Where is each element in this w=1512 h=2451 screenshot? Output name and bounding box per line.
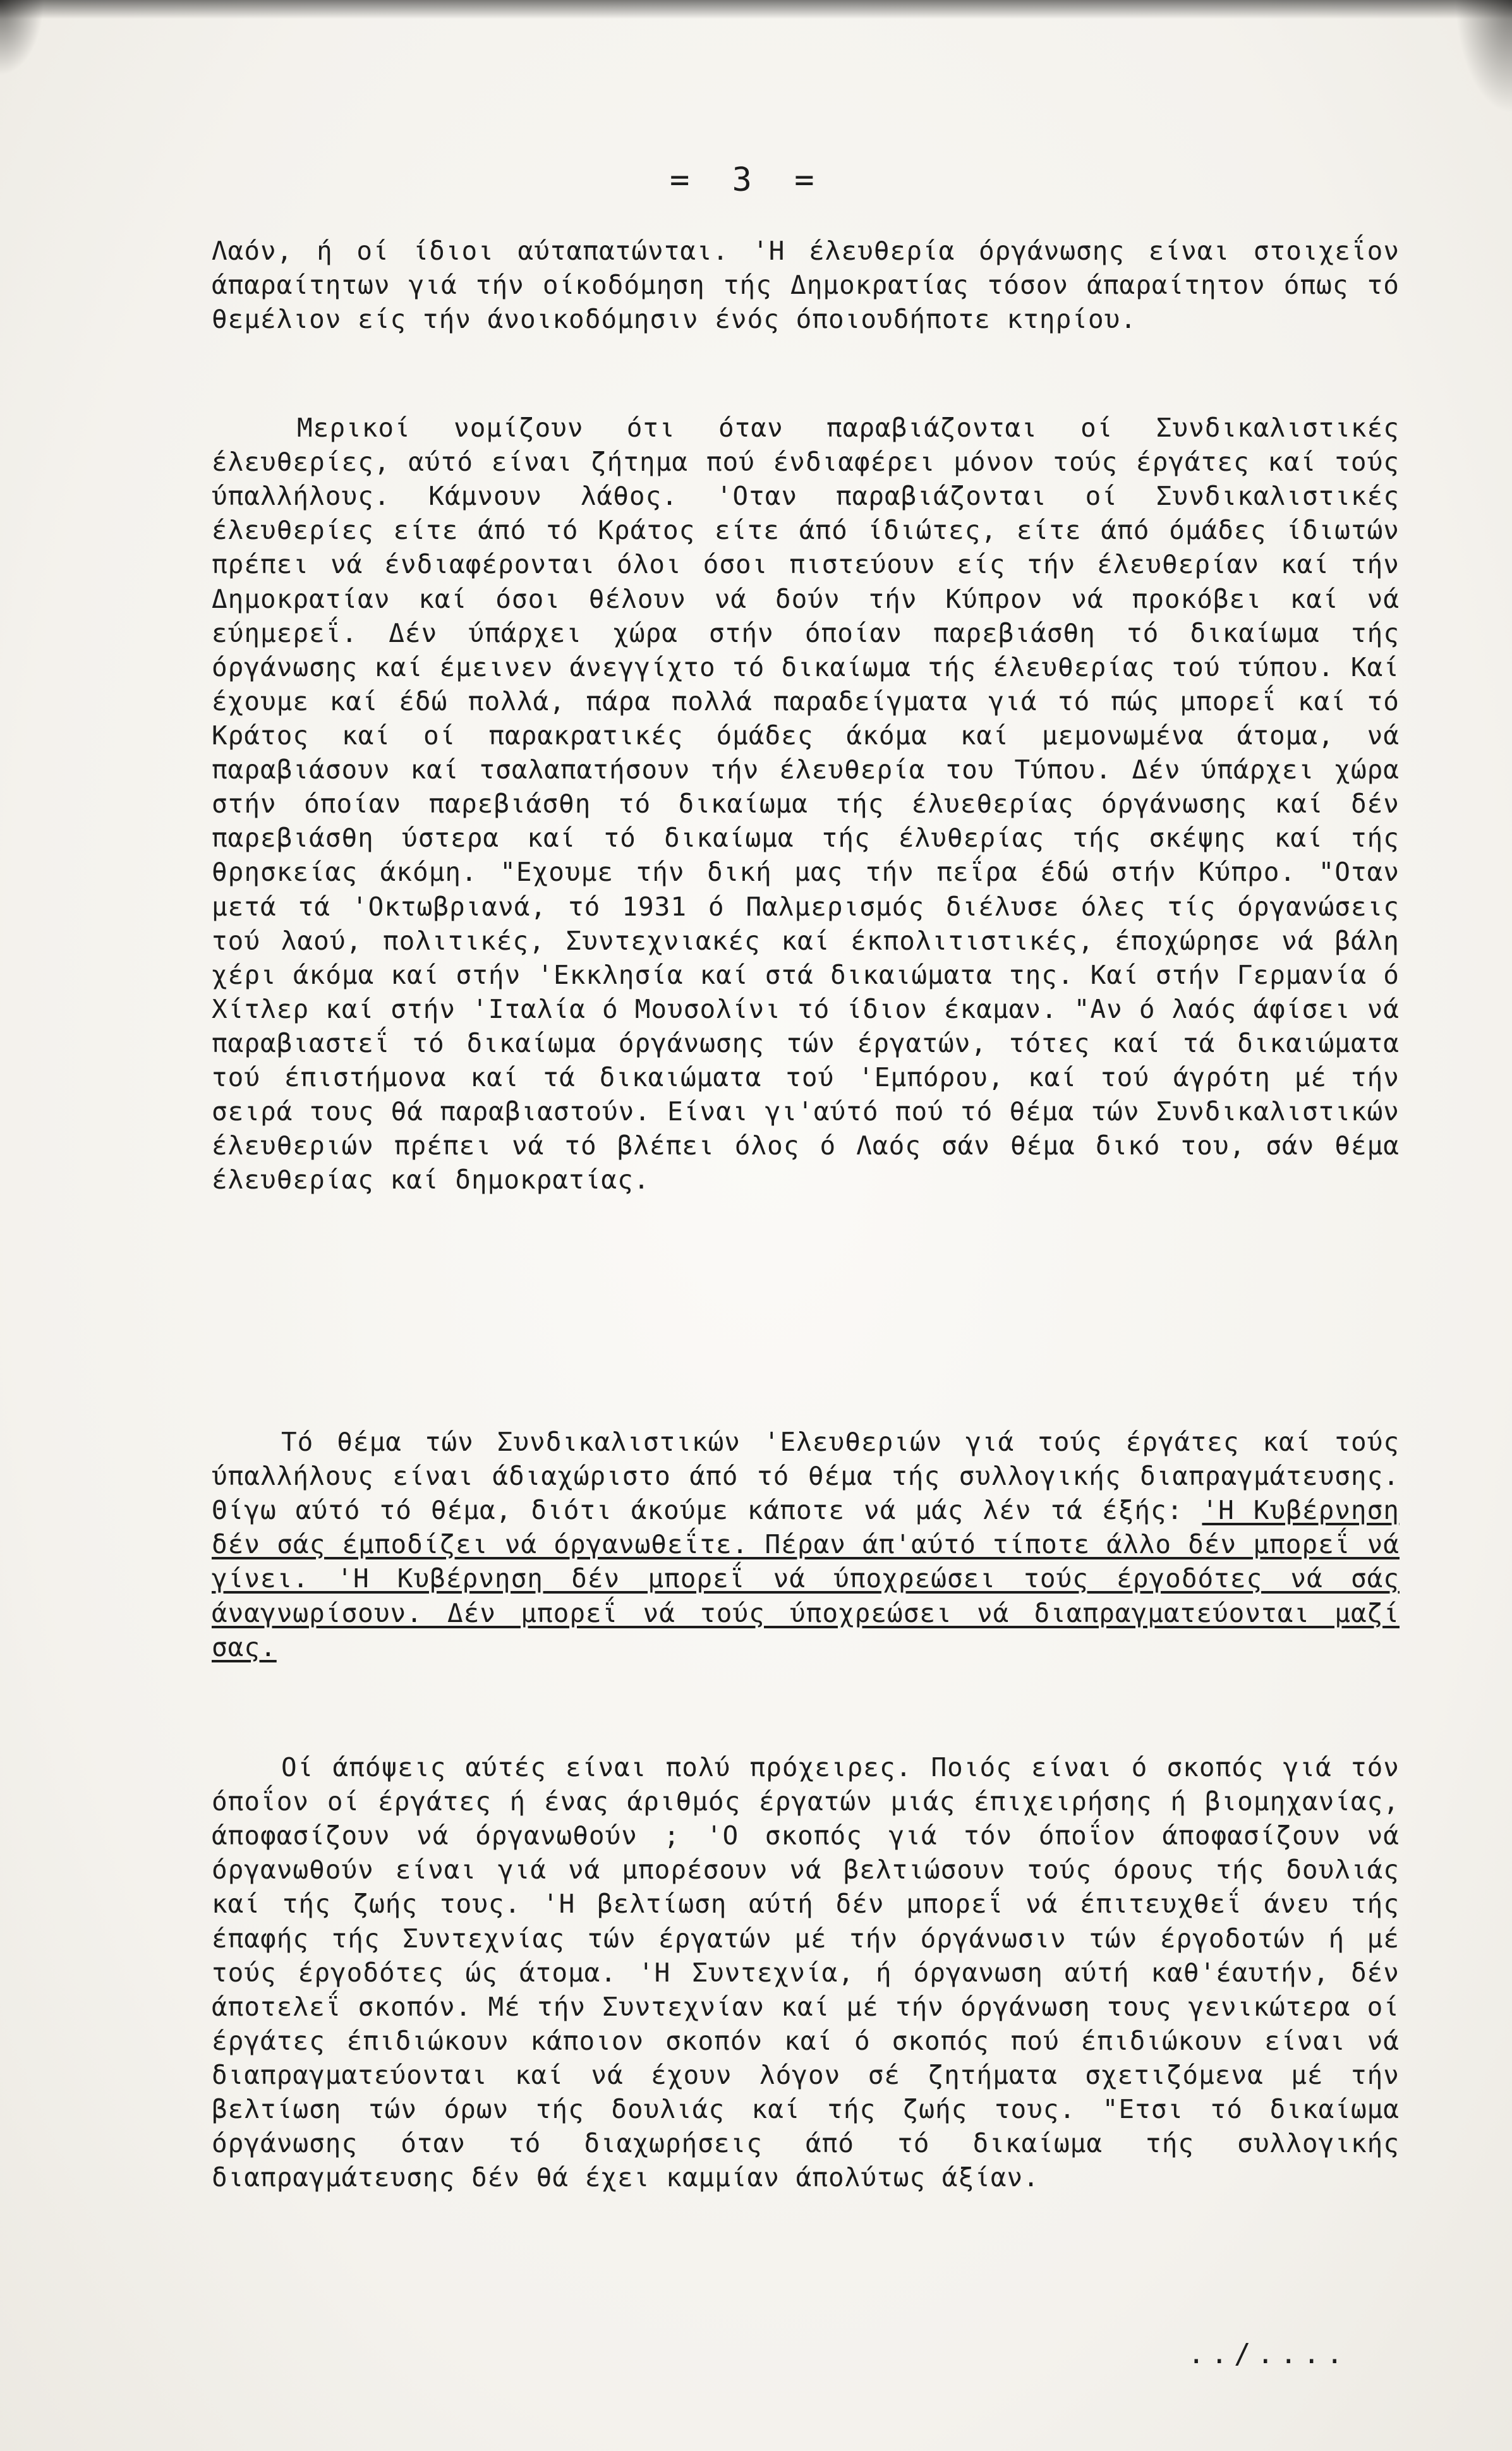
page-number: = 3 = — [670, 161, 826, 199]
paragraph-1: Λαόν, ή οί ίδιοι αύταπατώνται. 'Η έλευθερία όργάνωσης είναι στοιχεΐον άπαραίτητων γιά τήν οίκοδόμηση τής Δημοκρατίας τόσον άπαραίτητον όπως τό θεμέλιον είς τήν άνοικοδόμησιν ένός όποιουδήποτε κτηρίου. — [212, 236, 1400, 335]
paragraph-3 — [212, 1425, 1400, 1664]
scan-corner-shadow-left — [0, 0, 44, 76]
continuation-mark: ../.... — [1188, 2338, 1350, 2370]
paragraph-3-text: Τό θέμα τών Συνδικαλιστικών 'Ελευθεριών γιά τούς έργάτες καί τούς ύπαλλήλους είναι άδιαχώριστο άπό τό θέμα τής συλλογικής διαπραγμάτευσης. Θίγω αύτό τό θέμα, διότι άκούμε κάποτε νά μάς λέν τά έξής: — [212, 1427, 1400, 1526]
scan-edge-shadow — [0, 0, 1512, 19]
underlined-quote: 'Η Κυβέρνηση δέν σάς έμποδίζει νά όργανωθεΐτε. Πέραν άπ'αύτό τίποτε άλλο δέν μπορεΐ νά γίνει. 'Η Κυβέρνηση δέν μπορεΐ νά ύποχρεώσει τούς έργοδότες νά σάς άναγνωρίσουν. Δέν μπορεΐ νά τούς ύποχρεώσει νά διαπραγματεύονται μαζί σας. — [212, 1495, 1400, 1662]
scan-corner-shadow-right — [1455, 0, 1512, 114]
paragraph-4: Οί άπόψεις αύτές είναι πολύ πρόχειρες. Ποιός είναι ό σκοπός γιά τόν όποΐον οί έργάτες ή ένας άριθμός έργατών μιάς έπιχειρήσης ή βιομηχανίας, άποφασίζουν νά όργανωθούν ; 'Ο σκοπός γιά τόν όποΐον άποφασίζουν νά όργανωθούν είναι γιά νά μπορέσουν νά βελτιώσουν τούς όρους τής δουλιάς καί τής ζωής τους. 'Η βελτίωση αύτή δέν μπορεΐ νά έπιτευχθεΐ άνευ τής έπαφής τής Συντεχνίας τών έργατών μέ τήν όργάνωσιν τών έργοδοτών ή μέ τούς έργοδότες ώς άτομα. 'Η Συντεχνία, ή όργανωση αύτή καθ'έαυτήν, δέν άποτελεΐ σκοπόν. Μέ τήν Συντεχνίαν καί μέ τήν όργάνωση τους γενικώτερα οί έργάτες έπιδιώκουν κάποιον σκοπόν καί ό σκοπός πού έπιδιώκουν είναι νά διαπραγματεύονται καί νά έχουν λόγον σέ ζητήματα σχετιζόμενα μέ τήν βελτίωση τών όρων τής δουλιάς καί τής ζωής τους. "Ετσι τό δικαίωμα όργάνωσης όταν τό διαχωρήσεις άπό τό δικαίωμα τής συλλογικής διαπραγμάτευσης δέν θά έχει καμμίαν άπολύτως άξίαν. — [212, 1752, 1400, 2193]
paragraph-2: Μερικοί νομίζουν ότι όταν παραβιάζονται οί Συνδικαλιστικές έλευθερίες, αύτό είναι ζήτημα πού ένδιαφέρει μόνον τούς έργάτες καί τούς ύπαλλήλους. Κάμνουν λάθος. 'Οταν παραβιάζονται οί Συνδικαλιστικές έλευθερίες είτε άπό τό Κράτος είτε άπό ίδιώτες, είτε άπό όμάδες ίδιωτών πρέπει νά ένδιαφέρονται όλοι όσοι πιστεύουν είς τήν έλευθερίαν καί τήν Δημοκρατίαν καί όσοι θέλουν νά δούν τήν Κύπρον νά προκόβει καί νά εύημερεΐ. Δέν ύπάρχει χώρα στήν όποίαν παρεβιάσθη τό δικαίωμα τής όργάνωσης καί έμεινεν άνεγγίχτο τό δικαίωμα τής έλευθερίας τού τύπου. Καί έχουμε καί έδώ πολλά, πάρα πολλά παραδείγματα γιά τό πώς μπορεΐ καί τό Κράτος καί οί παρακρατικές όμάδες άκόμα καί μεμονωμένα άτομα, νά παραβιάσουν καί τσαλαπατήσουν τήν έλευθερία του Τύπου. Δέν ύπάρχει χώρα στήν όποίαν παρεβιάσθη τό δικαίωμα τής έλυεθερίας όργάνωσης καί δέν παρεβιάσθη ύστερα καί τό δικαίωμα τής έλυθερίας τής σκέψης καί τής θρησκείας άκόμη. "Εχουμε τήν δική μας τήν πεΐρα έδώ στήν Κύπρο. "Οταν μετά τά 'Οκτωβριανά, τό 1931 ό Παλμερισμός διέλυσε όλες τίς όργανώσεις τού λαού, πολιτικές, Συντεχνιακές καί έκπολιτιστικές, έποχώρησε νά βάλη χέρι άκόμα καί στήν 'Εκκλησία καί στά δικαιώματα της. Καί στήν Γερμανία ό Χίτλερ καί στήν 'Ιταλία ό Μουσολίνι τό ίδιον έκαμαν. "Αν ό λαός άφίσει νά παραβιαστεΐ τό δικαίωμα όργάνωσης τών έργατών, τότες καί τά δικαιώματα τού έπιστήμονα καί τά δικαιώματα τού 'Εμπόρου, καί τού άγρότη μέ τήν σειρά τους θά παραβιαστούν. Είναι γι'αύτό πού τό θέμα τών Συνδικαλιστικών έλευθεριών πρέπει νά τό βλέπει όλος ό Λαός σάν θέμα δικό του, σάν θέμα έλευθερίας καί δημοκρατίας. — [212, 413, 1400, 1195]
